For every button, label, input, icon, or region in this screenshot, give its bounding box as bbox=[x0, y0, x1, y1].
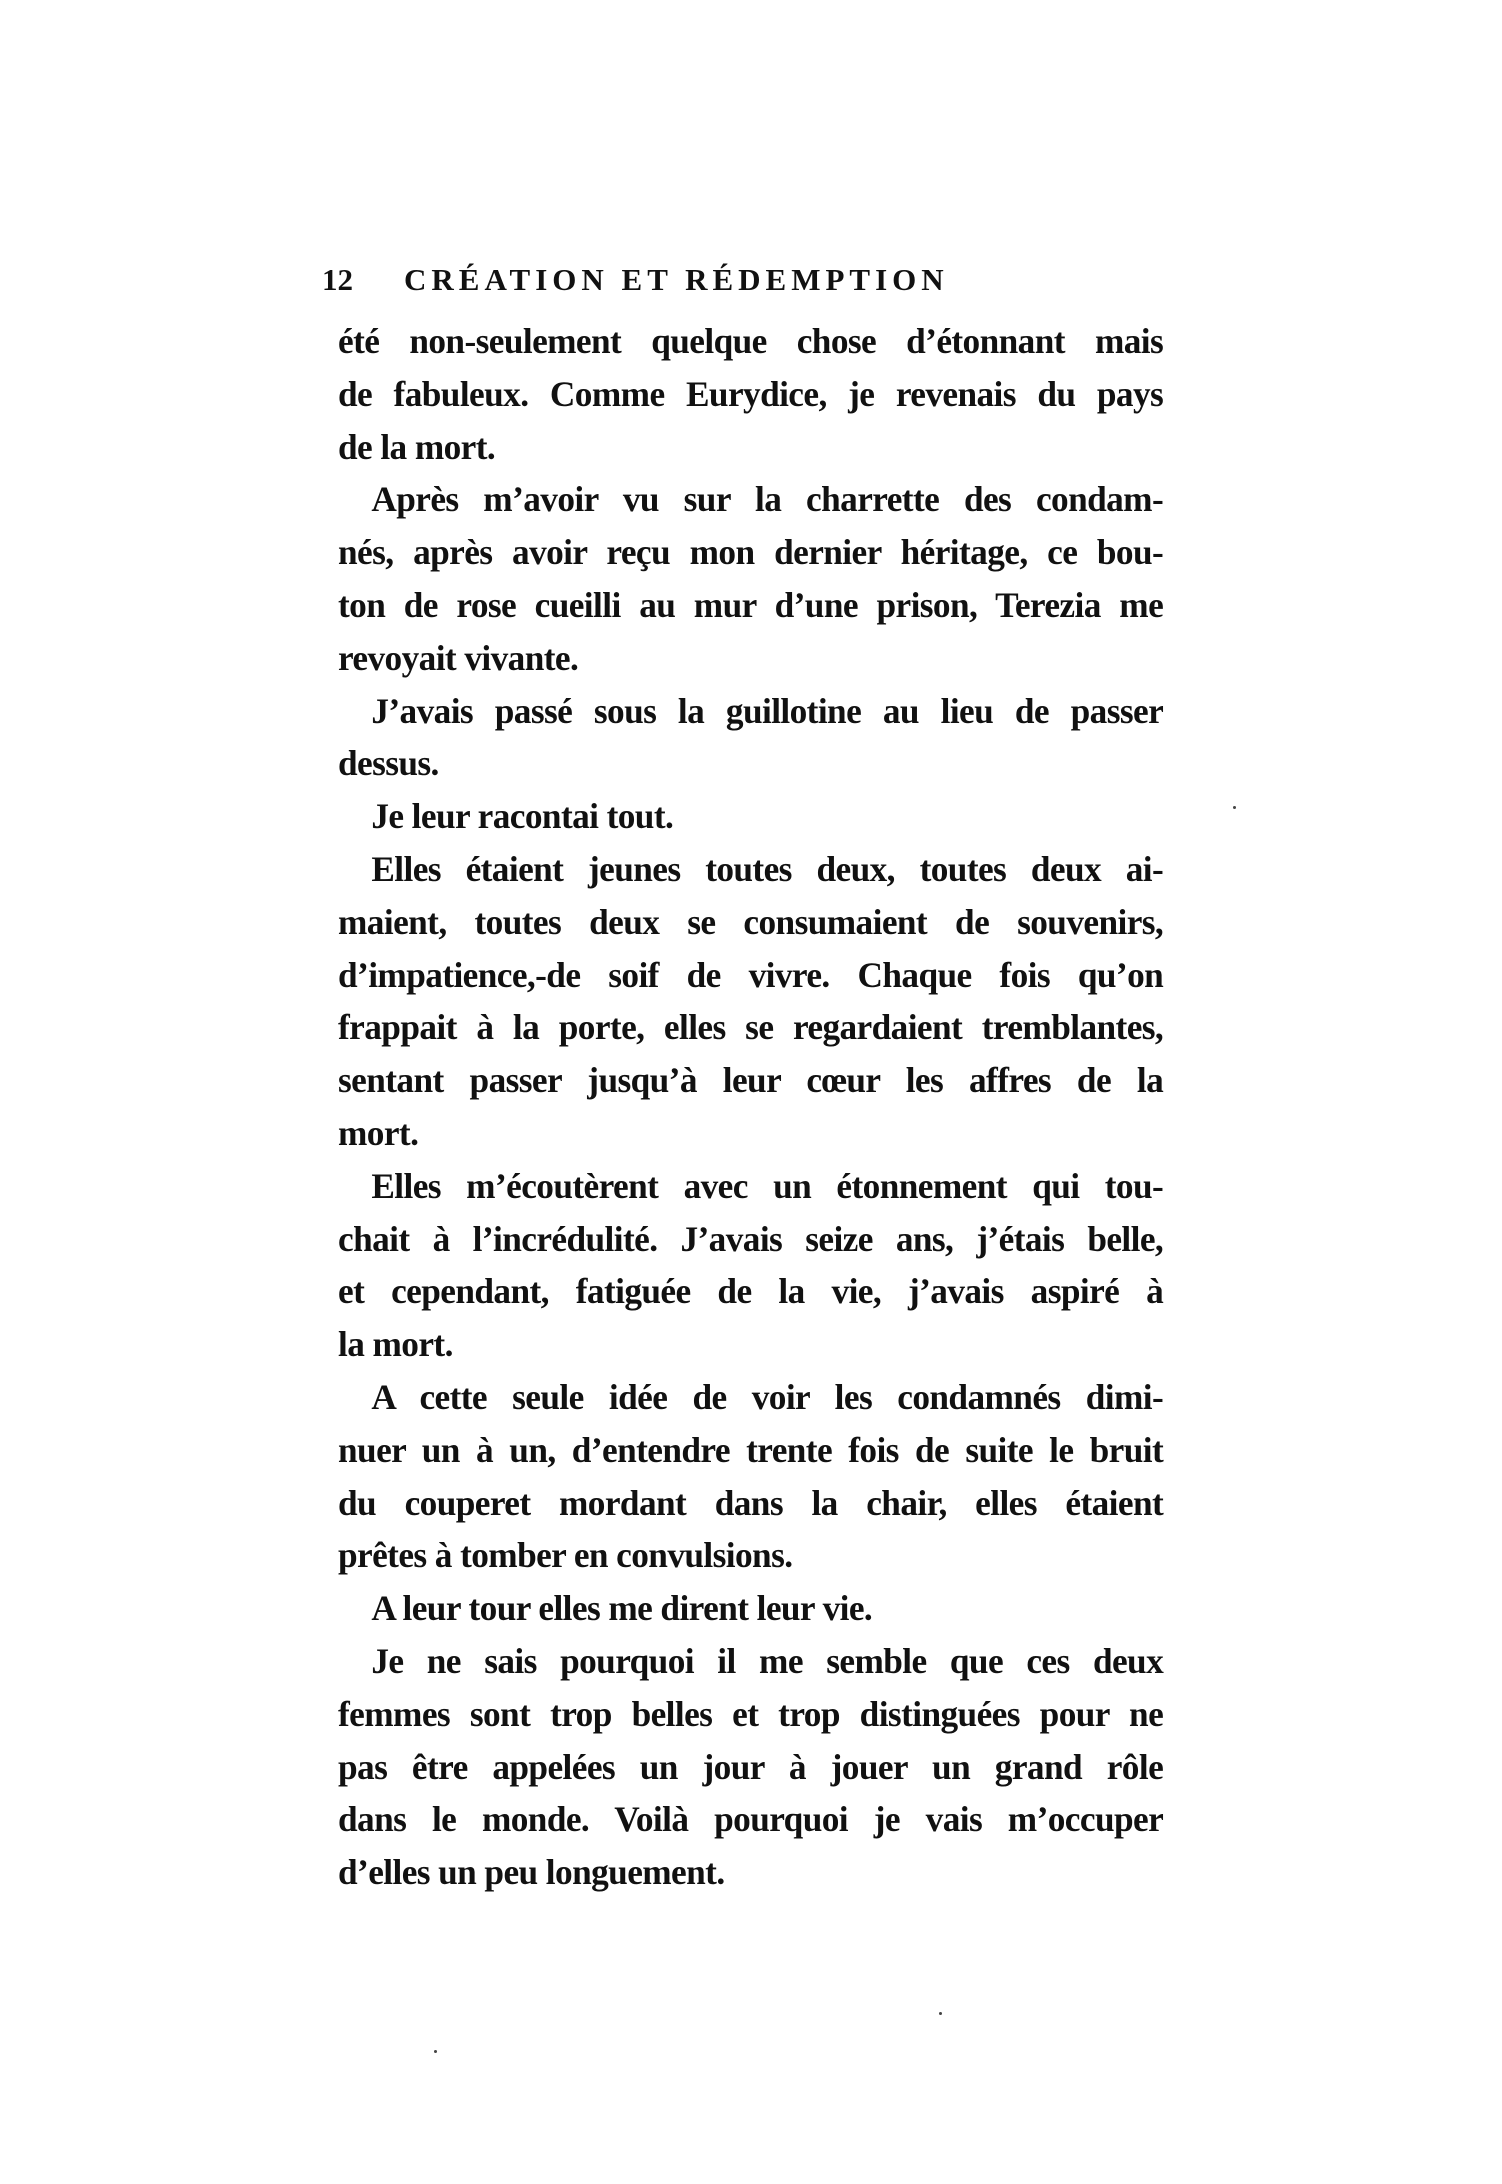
text-line: dessus. bbox=[338, 743, 439, 784]
text-line: d’impatience,-de soif de vivre. Chaque fois qu’on bbox=[338, 954, 1164, 995]
text-line: A cette seule idée de voir les condamnés dimi- bbox=[371, 1376, 1164, 1417]
text-line: J’avais passé sous la guillotine au lieu de passer bbox=[371, 690, 1164, 731]
text-line: Je ne sais pourquoi il me semble que ces deux bbox=[371, 1640, 1164, 1681]
text-line: pas être appelées un jour à jouer un grand rôle bbox=[338, 1746, 1164, 1787]
text-line: et cependant, fatiguée de la vie, j’avais aspiré à bbox=[338, 1271, 1164, 1312]
scan-speck bbox=[1233, 806, 1236, 809]
text-line: d’elles un peu longuement. bbox=[338, 1852, 725, 1893]
scan-speck bbox=[434, 2050, 437, 2053]
page-body-text bbox=[338, 315, 1180, 1899]
text-line: dans le monde. Voilà pourquoi je vais m’occuper bbox=[338, 1799, 1164, 1840]
text-line: Elles m’écoutèrent avec un étonnement qui tou- bbox=[371, 1165, 1164, 1206]
text-line: de fabuleux. Comme Eurydice, je revenais du pays bbox=[338, 373, 1164, 414]
text-line: sentant passer jusqu’à leur cœur les affres de la bbox=[338, 1060, 1164, 1101]
text-line: nuer un à un, d’entendre trente fois de suite le bruit bbox=[338, 1429, 1164, 1470]
text-line: revoyait vivante. bbox=[338, 637, 579, 678]
text-line: mort. bbox=[338, 1112, 419, 1153]
page-number: 12 bbox=[322, 262, 353, 297]
text-line: ton de rose cueilli au mur d’une prison, Terezia me bbox=[338, 584, 1164, 625]
text-line: A leur tour elles me dirent leur vie. bbox=[371, 1588, 873, 1629]
text-line: été non-seulement quelque chose d’étonnant mais bbox=[338, 321, 1164, 361]
text-line: Après m’avoir vu sur la charrette des condam- bbox=[371, 479, 1164, 520]
text-line: la mort. bbox=[338, 1324, 453, 1365]
running-header bbox=[322, 262, 1042, 306]
text-line: Je leur racontai tout. bbox=[371, 796, 674, 837]
text-line: Elles étaient jeunes toutes deux, toutes deux ai- bbox=[371, 848, 1164, 889]
text-line: du couperet mordant dans la chair, elles étaient bbox=[338, 1482, 1164, 1523]
text-line: femmes sont trop belles et trop distinguées pour ne bbox=[338, 1693, 1164, 1734]
text-line: prêtes à tomber en convulsions. bbox=[338, 1535, 793, 1576]
text-line: maient, toutes deux se consumaient de souvenirs, bbox=[338, 901, 1164, 942]
text-line: de la mort. bbox=[338, 426, 496, 467]
text-line: nés, après avoir reçu mon dernier héritage, ce bou- bbox=[338, 532, 1164, 573]
text-line: frappait à la porte, elles se regardaient tremblantes, bbox=[338, 1007, 1164, 1048]
running-title: CRÉATION ET RÉDEMPTION bbox=[404, 262, 949, 297]
text-line: chait à l’incrédulité. J’avais seize ans, j’étais belle, bbox=[338, 1218, 1164, 1259]
scan-speck bbox=[939, 2012, 942, 2015]
